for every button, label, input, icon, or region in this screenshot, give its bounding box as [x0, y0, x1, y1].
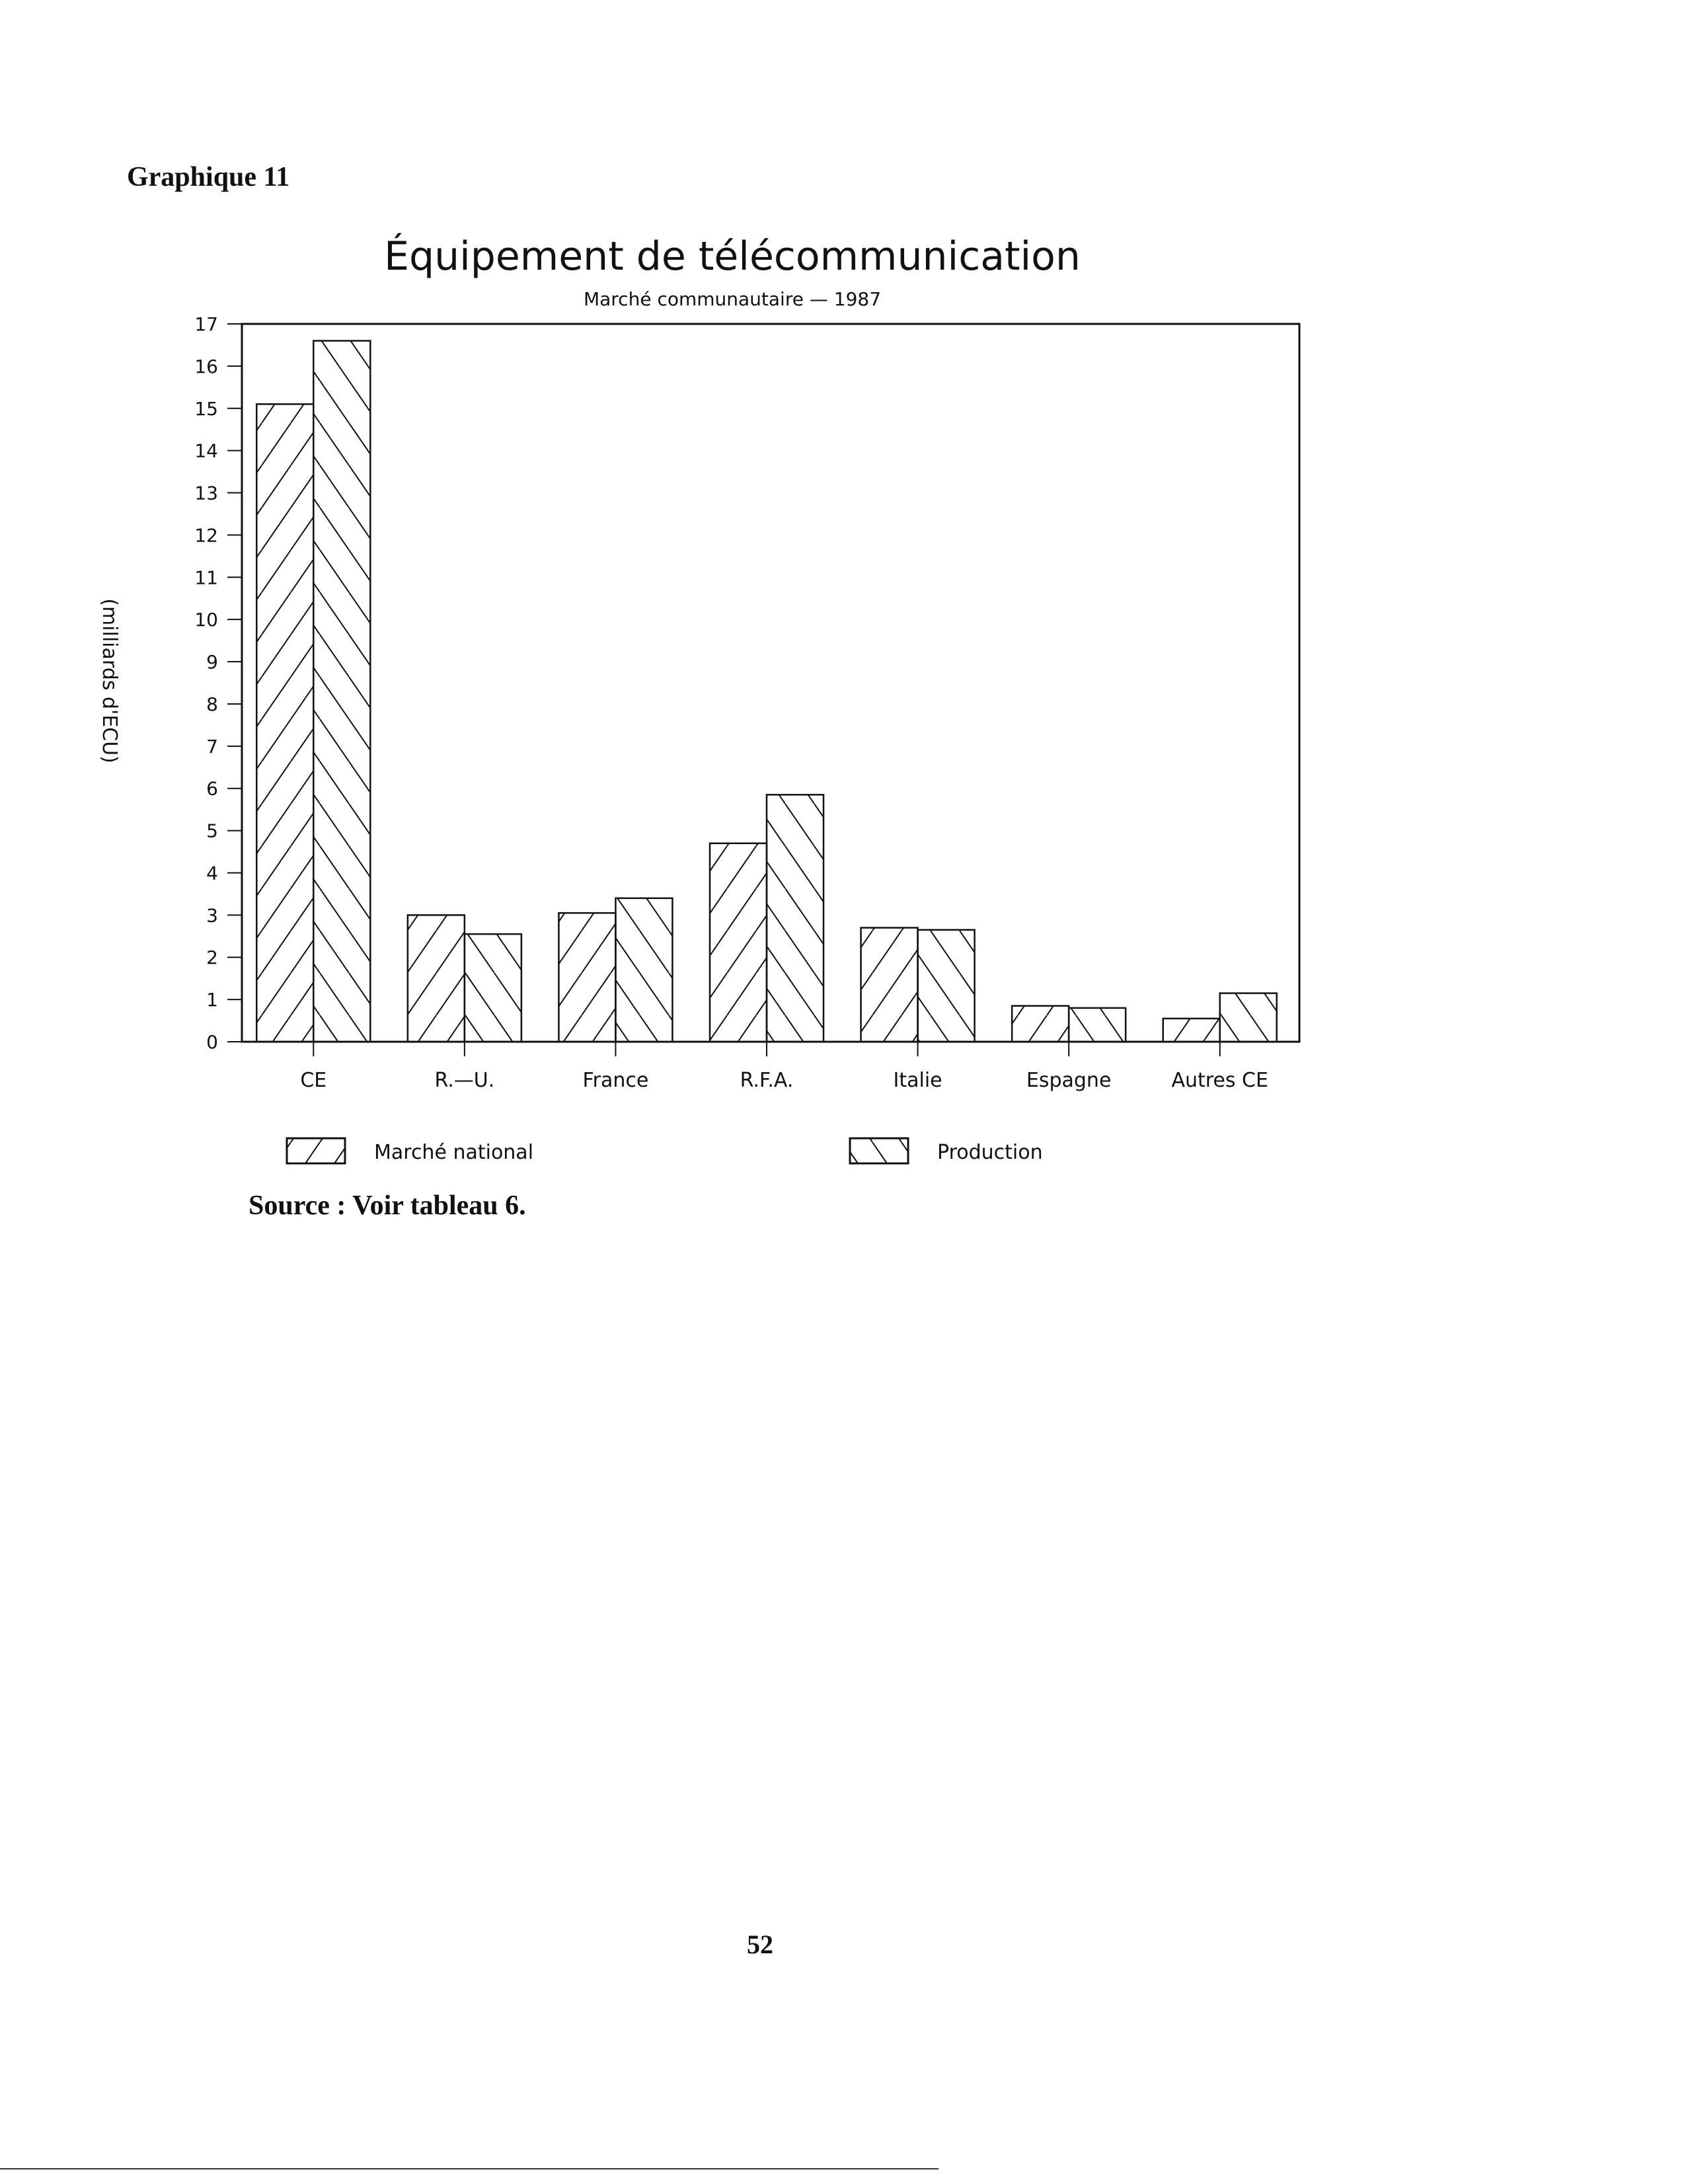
y-tick-label: 10 — [194, 609, 218, 631]
y-axis-label: (milliards d'ECU) — [98, 598, 121, 763]
bar-marche-national — [710, 843, 767, 1042]
figure-heading: Graphique 11 — [127, 162, 290, 192]
x-tick-label: CE — [300, 1069, 327, 1092]
y-tick-label: 5 — [206, 820, 218, 842]
legend — [287, 1138, 1043, 1164]
y-tick-label: 16 — [194, 355, 218, 377]
chart-title: Équipement de télécommunication — [384, 233, 1081, 280]
page-number: 52 — [747, 1930, 773, 1959]
y-tick-label: 15 — [194, 397, 218, 420]
legend-swatch-marche-national — [287, 1138, 345, 1163]
bar-marche-national — [861, 928, 918, 1042]
y-tick-label: 2 — [206, 947, 218, 969]
y-tick-label: 17 — [194, 313, 218, 335]
bar-production — [918, 930, 975, 1042]
legend-label-production: Production — [937, 1141, 1043, 1164]
x-tick-label: Autres CE — [1171, 1069, 1268, 1092]
x-tick-label: R.F.A. — [740, 1069, 794, 1092]
y-tick-label: 14 — [194, 440, 218, 462]
x-tick-label: Italie — [893, 1069, 942, 1092]
y-tick-label: 9 — [206, 651, 218, 674]
y-tick-label: 11 — [194, 566, 218, 589]
bar-production — [615, 898, 672, 1042]
x-tick-label: Espagne — [1026, 1069, 1112, 1092]
bar-production — [313, 341, 370, 1042]
source-note: Source : Voir tableau 6. — [249, 1190, 526, 1221]
y-tick-label: 8 — [206, 693, 218, 715]
bar-marche-national — [558, 913, 615, 1042]
y-tick-label: 0 — [206, 1031, 218, 1053]
bar-production — [465, 934, 521, 1042]
footer-rule — [0, 2168, 939, 2169]
y-tick-label: 13 — [194, 482, 218, 504]
x-tick-label: R.—U. — [434, 1069, 495, 1092]
bar-production — [1220, 994, 1277, 1042]
bar-production — [767, 795, 824, 1042]
bar-marche-national — [408, 915, 465, 1042]
y-tick-label: 12 — [194, 524, 218, 547]
y-tick-label: 3 — [206, 904, 218, 927]
y-tick-label: 6 — [206, 777, 218, 800]
legend-swatch-production — [850, 1138, 908, 1163]
bar-marche-national — [256, 404, 313, 1042]
y-tick-label: 7 — [206, 735, 218, 758]
chart-subtitle: Marché communautaire — 1987 — [583, 288, 882, 310]
bar-marche-national — [1012, 1006, 1069, 1042]
bar-production — [1069, 1008, 1126, 1042]
x-tick-label: France — [582, 1069, 649, 1092]
y-tick-label: 1 — [206, 989, 218, 1011]
bar-marche-national — [1163, 1019, 1220, 1042]
legend-label-marche-national: Marché national — [374, 1141, 534, 1164]
y-tick-label: 4 — [206, 862, 218, 884]
